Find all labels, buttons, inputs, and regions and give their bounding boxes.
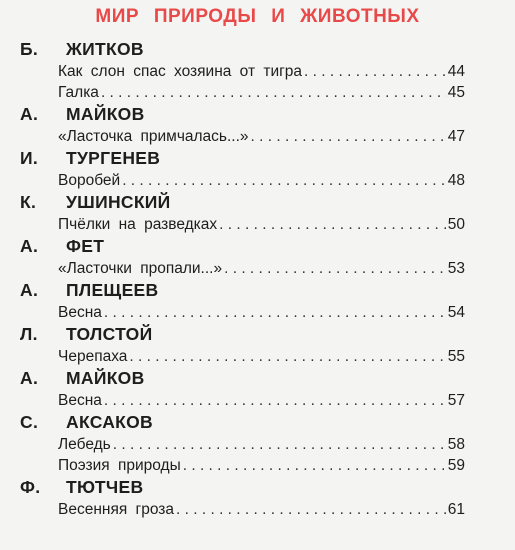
author-name: ТУРГЕНЕВ (66, 148, 161, 168)
author-name: УШИНСКИЙ (66, 192, 171, 212)
entry-title: «Ласточка примчалась...» (58, 128, 249, 145)
entry-title: Весна (58, 304, 102, 321)
dot-leader (219, 214, 447, 235)
entry-title: Как слон спас хозяина от тигра (58, 63, 303, 80)
entry-title: Лебедь (58, 436, 111, 453)
dot-leader (122, 170, 447, 191)
author-initial: Б. (20, 39, 39, 59)
toc-entry[interactable] (58, 126, 465, 147)
entry-page: 44 (447, 63, 465, 80)
author-heading (20, 147, 465, 170)
entry-title: «Ласточки пропали...» (58, 260, 223, 277)
entry-title: Пчёлки на разведках (58, 216, 218, 233)
entry-title: Весенняя гроза (58, 501, 174, 518)
toc-entry[interactable] (58, 82, 465, 103)
author-initial: И. (20, 148, 39, 168)
toc-entry[interactable] (58, 499, 465, 520)
table-of-contents (20, 38, 465, 520)
author-initial: А. (20, 104, 39, 124)
entry-page: 47 (447, 128, 465, 145)
author-name: ФЕТ (66, 236, 105, 256)
toc-entry[interactable] (58, 434, 465, 455)
dot-leader (183, 455, 447, 476)
toc-entry[interactable] (58, 61, 465, 82)
entry-title: Галка (58, 84, 99, 101)
entry-page: 45 (447, 84, 465, 101)
toc-entry[interactable] (58, 170, 465, 191)
dot-leader (304, 61, 447, 82)
author-heading (20, 103, 465, 126)
author-initial: А. (20, 368, 39, 388)
author-initial: Л. (20, 324, 38, 344)
entry-page: 54 (447, 304, 465, 321)
entry-page: 53 (447, 260, 465, 277)
author-name: МАЙКОВ (66, 368, 145, 388)
dot-leader (224, 258, 447, 279)
entry-page: 50 (447, 216, 465, 233)
dot-leader (251, 126, 447, 147)
entry-page: 48 (447, 172, 465, 189)
dot-leader (176, 499, 447, 520)
author-initial: Ф. (20, 477, 41, 497)
dot-leader (104, 390, 447, 411)
toc-entry[interactable] (58, 214, 465, 235)
author-initial: А. (20, 236, 39, 256)
toc-entry[interactable] (58, 346, 465, 367)
entry-title: Черепаха (58, 348, 128, 365)
author-heading (20, 279, 465, 302)
author-heading (20, 367, 465, 390)
author-heading (20, 476, 465, 499)
author-name: ЖИТКОВ (66, 39, 144, 59)
author-initial: К. (20, 192, 37, 212)
toc-entry[interactable] (58, 258, 465, 279)
entry-title: Воробей (58, 172, 121, 189)
author-heading (20, 191, 465, 214)
entry-page: 61 (447, 501, 465, 518)
entry-title: Весна (58, 392, 102, 409)
entry-page: 57 (447, 392, 465, 409)
author-name: ПЛЕЩЕЕВ (66, 280, 159, 300)
author-heading (20, 38, 465, 61)
author-heading (20, 235, 465, 258)
toc-entry[interactable] (58, 390, 465, 411)
author-name: ТЮТЧЕВ (66, 477, 144, 497)
author-name: ТОЛСТОЙ (66, 324, 153, 344)
section-title: МИР ПРИРОДЫ И ЖИВОТНЫХ (95, 6, 420, 27)
entry-page: 59 (447, 457, 465, 474)
dot-leader (104, 302, 447, 323)
toc-entry[interactable] (58, 455, 465, 476)
dot-leader (129, 346, 446, 367)
dot-leader (113, 434, 447, 455)
toc-entry[interactable] (58, 302, 465, 323)
dot-leader (101, 82, 447, 103)
author-initial: А. (20, 280, 39, 300)
entry-page: 55 (447, 348, 465, 365)
author-heading (20, 411, 465, 434)
author-name: АКСАКОВ (66, 412, 153, 432)
entry-title: Поэзия природы (58, 457, 181, 474)
author-initial: С. (20, 412, 39, 432)
author-name: МАЙКОВ (66, 104, 145, 124)
author-heading (20, 323, 465, 346)
entry-page: 58 (447, 436, 465, 453)
